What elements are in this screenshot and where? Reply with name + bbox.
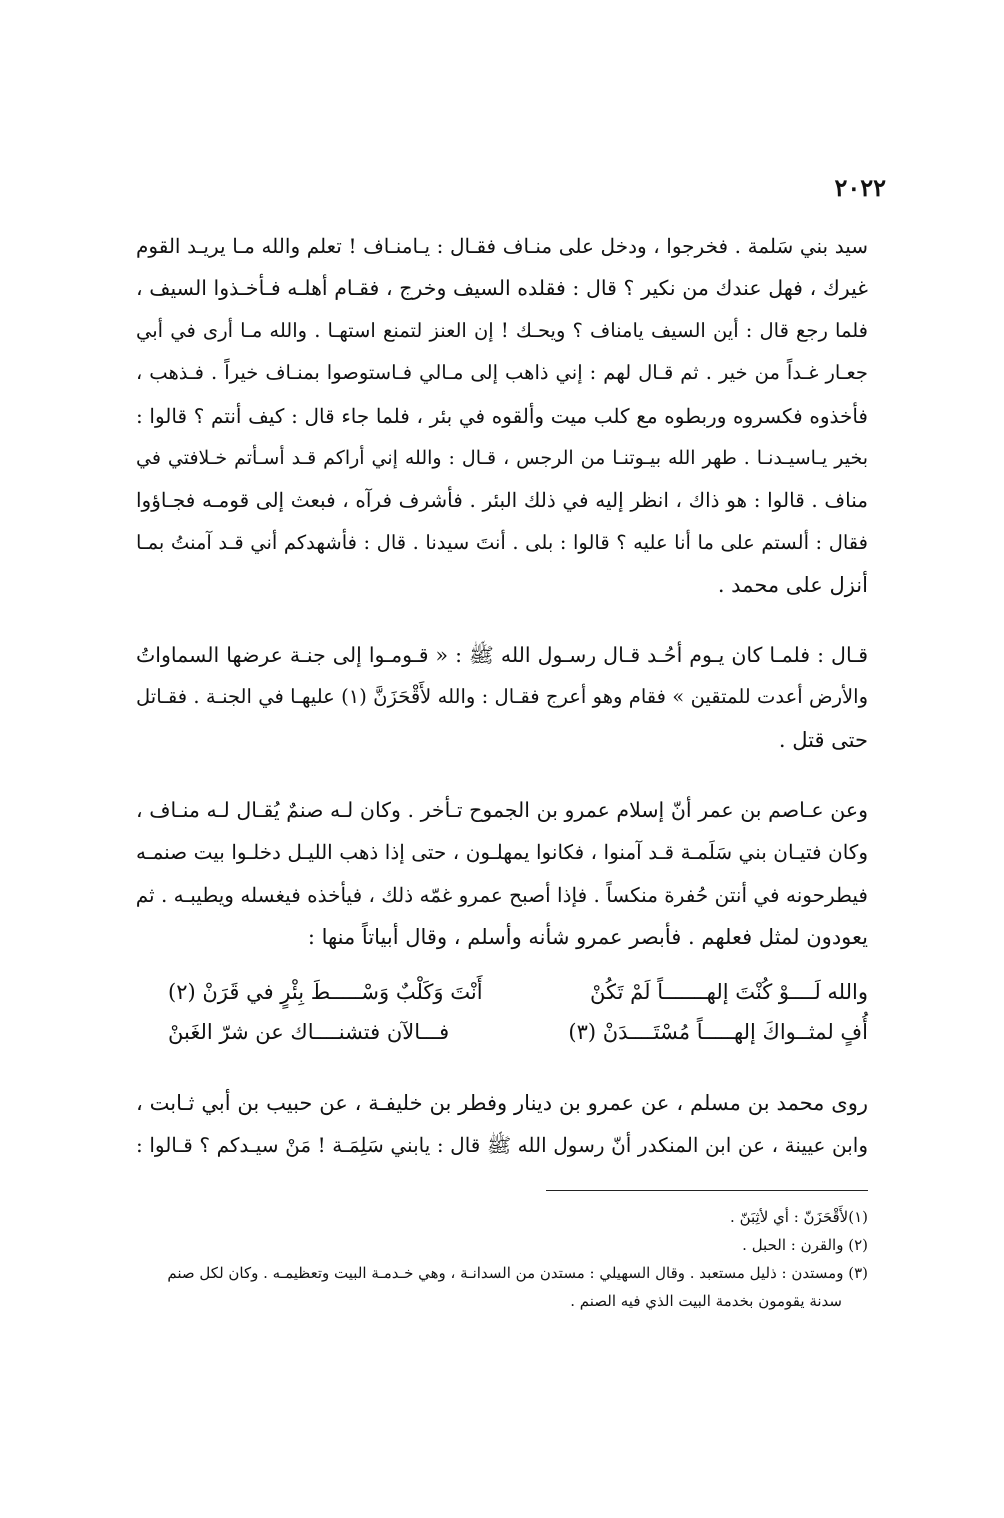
text-line: فأخذوه فكسروه وربطوه مع كلب ميت وألقوه في بئر ، فلما جاء قال : كيف أنتم ؟ قالوا : [136,403,868,428]
text-line: قـال : فلمـا كان يـوم أحُـد قـال رسـول الله ﷺ : « قـومـوا إلى جنـة عرضها السماواتُ [136,643,868,667]
text-line: وعن عـاصم بن عمر أنّ إسلام عمرو بن الجموح تـأخر . وكان لـه صنمٌ يُقـال لـه منـاف ، [136,798,868,822]
verse-row [168,972,868,1012]
paragraph-1 [136,225,868,607]
verse-first-hemistich: أُفٍ لمثــواكَ إلهـــــاً مُسْتَــــدَنْ (٣) [568,1020,868,1044]
page-number: ٢٠٢٢ [834,173,886,202]
text-line: سيد بني سَلمة . فخرجوا ، ودخل على منـاف فقـال : يـامنـاف ! تعلم والله مـا يريـد القوم [136,234,868,258]
footnote-divider [546,1190,868,1191]
text-line: وابن عيينة ، عن ابن المنكدر أنّ رسول الله ﷺ قال : يابني سَلِمَـة ! مَنْ سيـدكم ؟ قـالوا : [136,1133,868,1158]
text-line: غيرك ، فهل عندك من نكير ؟ قال : فقلده السيف وخرج ، فقـام أهلـه فـأخـذوا السيف ، [136,276,868,301]
paragraph-2 [136,634,868,761]
text-line: بخير يـاسيـدنـا . طهر الله بيـوتنـا من الرجس ، قـال : والله إني أراكم قـد أسـأتم خـلافتي في [136,447,868,470]
verse-second-hemistich: أَنْتَ وَكَلْبٌ وَسْـــــطَ بِئْرٍ في قَرَنْ (٢) [168,980,483,1004]
text-line: والأرض أعدت للمتقين » فقام وهو أعرج فقـال : والله لأَقْحَزَنَّ (١) عليهـا في الجنـة . فقـاتل [136,685,868,709]
text-line: أنزل على محمد . [717,573,868,598]
text-line: روى محمد بن مسلم ، عن عمرو بن دينار وفطر بن خليفـة ، عن حبيب بن أبي ثـابت ، [136,1091,868,1115]
verse-first-hemistich: والله لَــــوْ كُنْتَ إلهـــــــاً لَمْ تَكُنْ [590,980,868,1004]
poem-verses [168,972,868,1052]
paragraph-3 [136,789,868,959]
text-line: مناف . قالوا : هو ذاك ، انظر إليه في ذلك البئر . فأشرف فرآه ، فبعث إلى قومـه فجـاؤوا [136,488,868,513]
paragraph-4 [136,1082,868,1167]
footnotes [138,1203,868,1315]
text-line: فقال : ألستم على ما أنا عليه ؟ قالوا : بلى . أنتَ سيدنا . قال : فأشهدكم أني قـد آمنتُ بمـا [136,530,868,554]
footnote: (١)لأَقْحَزَنّ : أي لأثِبَنّ . [730,1208,868,1226]
footnote: (٢) والقرن : الحبل . [742,1236,868,1254]
footnote: سدنة يقومون بخدمة البيت الذي فيه الصنم . [570,1292,842,1310]
text-line: حتى قتل . [778,727,868,752]
text-line: فيطرحونه في أنتن حُفرة منكساً . فإذا أصبح عمرو غمّه ذلك ، فيأخذه فيغسله ويطيبـه . ثم [135,882,868,907]
verse-row [168,1012,868,1052]
text-line: وكان فتيـان بني سَلَمـة قـد آمنوا ، فكانوا يمهلـون ، حتى إذا ذهب الليـل دخلـوا بيت صنمـه [136,840,868,865]
verse-second-hemistich: فـــالآن فتشنــــاك عن شرّ الغَبنْ [168,1020,450,1044]
text-line: يعودون لمثل فعلهم . فأبصر عمرو شأنه وأسلم ، وقال أبياتاً منها : [307,925,868,950]
text-line: جعـار غـداً من خير . ثم قـال لهم : إني ذاهب إلى مـالي فـاستوصوا بمنـاف خيراً . فـذهب ، [136,361,868,385]
text-line: فلما رجع قال : أين السيف يامناف ؟ ويحـك ! إن العنز لتمنع استهـا . والله مـا أرى في أبي [136,318,868,342]
footnote: (٣) ومستدن : ذليل مستعبد . وقال السهيلي : مستدن من السدانـة ، وهي خـدمـة البيت وتعظيمـه . وكان لكل صنم [167,1264,868,1282]
